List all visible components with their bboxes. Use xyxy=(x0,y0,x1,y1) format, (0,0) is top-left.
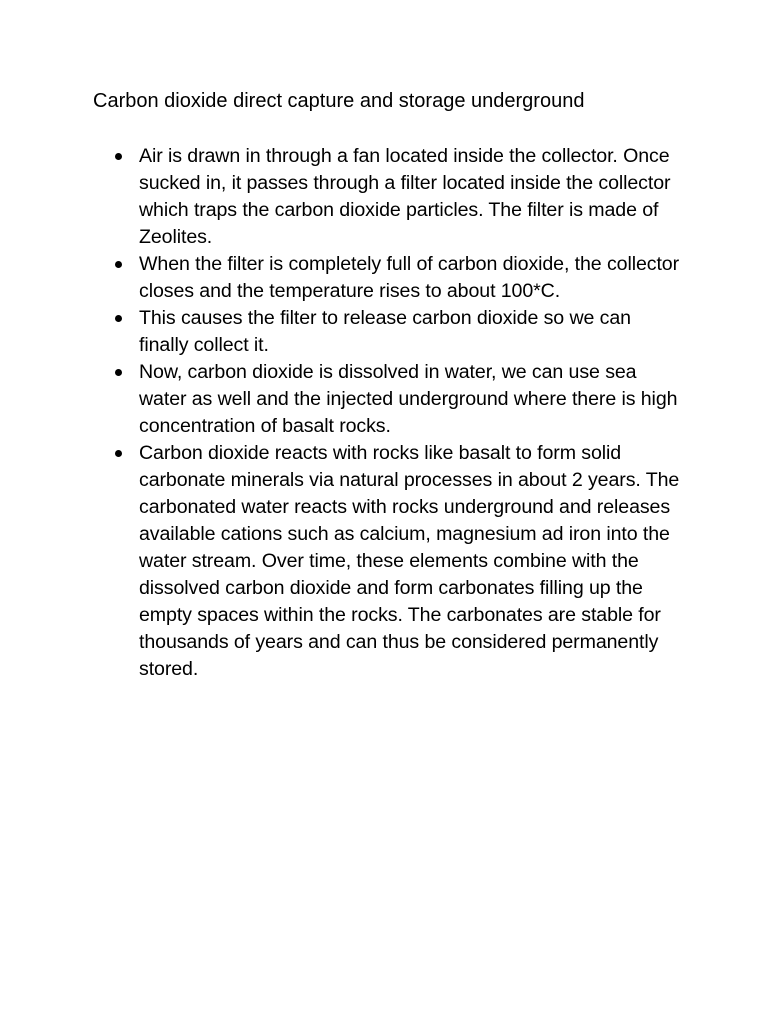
bullet-item xyxy=(139,359,684,440)
bullet-text: When the filter is completely full of carbon dioxide, the collector closes and the temperature rises to about 100*C. xyxy=(139,253,680,302)
bullet-text: This causes the filter to release carbon dioxide so we can finally collect it. xyxy=(139,307,631,356)
bullet-icon xyxy=(115,450,122,457)
bullet-icon xyxy=(115,153,122,160)
bullet-item xyxy=(139,440,684,683)
bullet-text: Air is drawn in through a fan located inside the collector. Once sucked in, it passes through a filter located inside the collector which traps the carbon dioxide particles. The filter is made of Zeolites. xyxy=(139,145,671,248)
bullet-icon xyxy=(115,261,122,268)
document-title: Carbon dioxide direct capture and storage underground xyxy=(93,90,585,112)
bullet-icon xyxy=(115,369,122,376)
bullet-text: Carbon dioxide reacts with rocks like basalt to form solid carbonate minerals via natural processes in about 2 years. The carbonated water reacts with rocks underground and releases available cations such as calcium, magnesium ad iron into the water stream. Over time, these elements combine with the dissolved carbon dioxide and form carbonates filling up the empty spaces within the rocks. The carbonates are stable for thousands of years and can thus be considered permanently stored. xyxy=(139,442,680,680)
bullet-list xyxy=(139,143,684,683)
bullet-item xyxy=(139,143,684,251)
bullet-item xyxy=(139,251,684,305)
bullet-icon xyxy=(115,315,122,322)
bullet-item xyxy=(139,305,684,359)
bullet-text: Now, carbon dioxide is dissolved in water, we can use sea water as well and the injected underground where there is high concentration of basalt rocks. xyxy=(139,361,678,437)
